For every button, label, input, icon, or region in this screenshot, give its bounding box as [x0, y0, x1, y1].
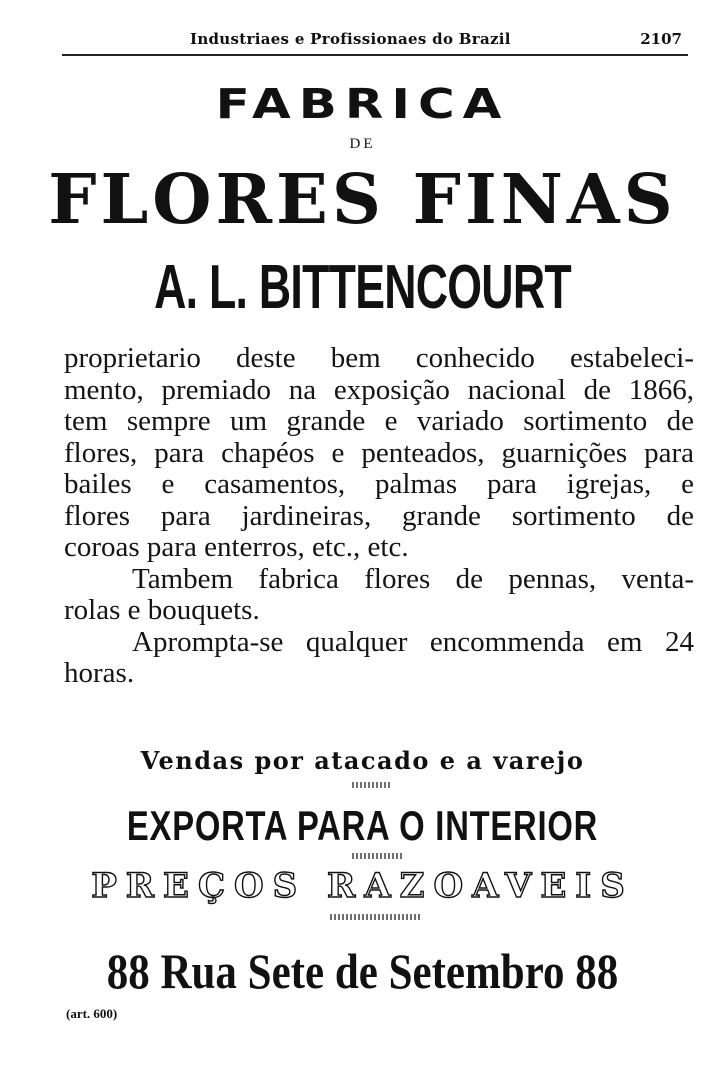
ornament-squiggle: [352, 853, 402, 859]
fabrica-heading: FABRICA: [215, 80, 510, 128]
paragraph-1: [64, 343, 694, 564]
text-line: flores para jardineiras, grande sortimento de: [64, 499, 694, 532]
text-line: proprietario deste bem conhecido estabeleci-: [64, 342, 694, 374]
text-line: mento, premiado na exposição nacional de 1866,: [64, 373, 694, 406]
ornament-squiggle: [352, 782, 392, 788]
running-title: Industriaes e Profissionaes do Brazil: [190, 30, 511, 48]
text-line: rolas e bouquets.: [64, 594, 260, 626]
text-line: bailes e casamentos, palmas para igrejas, e: [64, 468, 694, 500]
paragraph-3: [64, 627, 694, 690]
prices-line: PREÇOS RAZOAVEIS: [91, 866, 634, 906]
address-line: 88 Rua Sete de Setembro 88: [106, 943, 619, 999]
de-label: DE: [349, 136, 376, 152]
text-line: horas.: [64, 657, 135, 689]
running-header: [62, 30, 688, 56]
article-reference: (art. 600): [66, 1006, 118, 1021]
text-line: flores, para chapéos e penteados, guarnições para: [64, 436, 694, 469]
text-line: coroas para enterros, etc., etc.: [64, 531, 409, 563]
sales-line: Vendas por atacado e a varejo: [140, 746, 585, 775]
product-title: FLORES FINAS: [48, 160, 677, 240]
paragraph-2: [64, 564, 694, 627]
description-text: [64, 343, 694, 690]
export-line: EXPORTA PARA O INTERIOR: [126, 802, 599, 849]
ornament-squiggle: [330, 914, 422, 920]
page-number: 2107: [640, 30, 682, 48]
text-line: Tambem fabrica flores de pennas, venta-: [132, 562, 694, 595]
text-line: tem sempre um grande e variado sortimento de: [64, 405, 694, 437]
text-line: Aprompta-se qualquer encommenda em 24: [132, 625, 694, 658]
owner-name: A. L. BITTENCOURT: [154, 253, 571, 322]
